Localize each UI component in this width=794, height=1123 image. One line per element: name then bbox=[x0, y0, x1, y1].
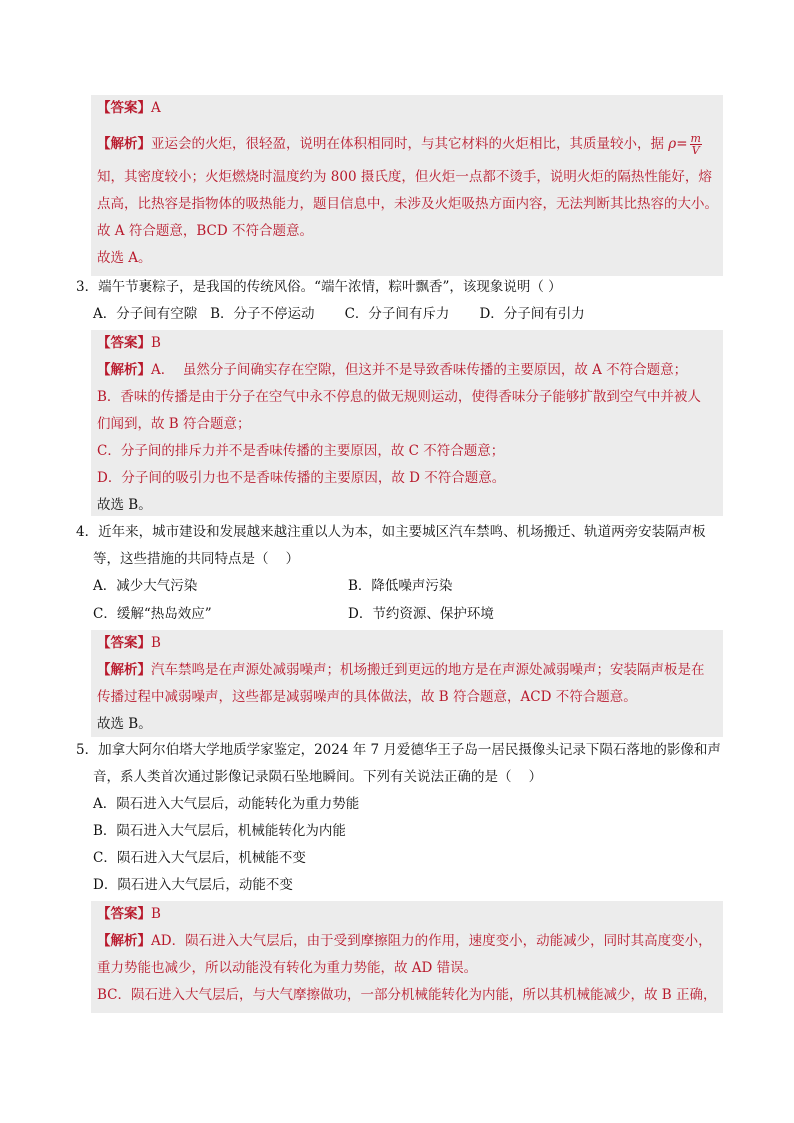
answer-value: B bbox=[151, 635, 161, 651]
analysis-label: 【解析】 bbox=[97, 136, 151, 152]
answer-line bbox=[91, 901, 723, 928]
analysis-text: 亚运会的火炬，很轻盈，说明在体积相同时，与其它材料的火炬相比，其质量较小，据 bbox=[151, 136, 664, 152]
analysis-label: 【解析】 bbox=[97, 362, 151, 378]
analysis-line-2: 知，其密度较小；火炬燃烧时温度约为 800 摄氏度，但火炬一点都不烫手，说明火炬的隔热性能好，熔 bbox=[97, 169, 712, 185]
question-4-option-c: C．缓解“热岛效应” bbox=[93, 606, 212, 622]
analysis-line-5: D．分子间的吸引力也不是香味传播的主要原因，故 D 不符合题意。 bbox=[97, 470, 506, 486]
question-4-option-a: A．减少大气污染 bbox=[93, 578, 198, 594]
analysis-label: 【解析】 bbox=[97, 933, 151, 949]
answer-line bbox=[91, 630, 723, 657]
question-5-option-d: D．陨石进入大气层后，动能不变 bbox=[93, 877, 293, 893]
formula-fraction bbox=[690, 133, 702, 156]
question-4-option-d: D．节约资源、保护环境 bbox=[348, 606, 494, 622]
analysis-line-2: 重力势能也减少，所以动能没有转化为重力势能，故 AD 错误。 bbox=[97, 960, 478, 976]
question-5-option-b: B．陨石进入大气层后，机械能转化为内能 bbox=[93, 823, 346, 839]
analysis-line-4: 故 A 符合题意，BCD 不符合题意。 bbox=[97, 223, 313, 239]
answer-block-q2 bbox=[91, 95, 723, 276]
answer-label: 【答案】 bbox=[97, 335, 151, 351]
question-4-stem-2: 等，这些措施的共同特点是（ ） bbox=[93, 551, 300, 567]
analysis-line-1 bbox=[91, 126, 723, 162]
answer-label: 【答案】 bbox=[97, 100, 151, 116]
answer-value: B bbox=[151, 906, 161, 922]
answer-value: B bbox=[151, 335, 161, 351]
answer-block-q5 bbox=[91, 901, 723, 1013]
analysis-label: 【解析】 bbox=[97, 662, 151, 678]
analysis-line-1 bbox=[91, 928, 723, 955]
question-5-stem-1: 5．加拿大阿尔伯塔大学地质学家鉴定，2024 年 7 月爱德华王子岛一居民摄像头记录下陨石落地的影像和声 bbox=[76, 742, 721, 758]
analysis-line-2: B．香味的传播是由于分子在空气中永不停息的做无规则运动，使得香味分子能够扩散到空气中并被人 bbox=[97, 389, 701, 405]
formula-numerator: m bbox=[690, 132, 701, 145]
answer-block-q3 bbox=[91, 330, 723, 516]
analysis-line-3: 故选 B。 bbox=[97, 716, 152, 732]
analysis-line-4: C．分子间的排斥力并不是香味传播的主要原因，故 C 不符合题意； bbox=[97, 443, 505, 459]
question-5-stem-2: 音，系人类首次通过影像记录陨石坠地瞬间。下列有关说法正确的是（ ） bbox=[93, 769, 543, 785]
analysis-line-5: 故选 A。 bbox=[97, 250, 152, 266]
answer-value: A bbox=[151, 100, 161, 116]
question-5-option-c: C．陨石进入大气层后，机械能不变 bbox=[93, 850, 306, 866]
analysis-line-1 bbox=[91, 657, 723, 684]
analysis-line-3: 们闻到，故 B 符合题意； bbox=[97, 416, 251, 432]
analysis-line-3: BC．陨石进入大气层后，与大气摩擦做功，一部分机械能转化为内能，所以其机械能减少，故 B 正确， bbox=[97, 987, 717, 1003]
question-4-option-b: B．降低噪声污染 bbox=[348, 578, 453, 594]
answer-line bbox=[91, 95, 723, 122]
answer-label: 【答案】 bbox=[97, 906, 151, 922]
analysis-line-2: 传播过程中减弱噪声，这些都是减弱噪声的具体做法，故 B 符合题意，ACD 不符合题意。 bbox=[97, 689, 637, 705]
formula-denominator: V bbox=[691, 144, 700, 157]
answer-label: 【答案】 bbox=[97, 635, 151, 651]
formula-eq: = bbox=[676, 136, 688, 152]
question-4-stem-1: 4．近年来，城市建设和发展越来越注重以人为本，如主要城区汽车禁鸣、机场搬迁、轨道两旁安装隔声板 bbox=[76, 524, 706, 540]
analysis-text: 汽车禁鸣是在声源处减弱噪声；机场搬迁到更远的地方是在声源处减弱噪声；安装隔声板是在 bbox=[151, 662, 705, 678]
question-3-stem: 3．端午节裹粽子，是我国的传统风俗。“端午浓情，粽叶飘香”，该现象说明（ ） bbox=[76, 279, 562, 295]
analysis-line-1 bbox=[91, 357, 723, 384]
analysis-text: AD．陨石进入大气层后，由于受到摩擦阻力的作用，速度变小，动能减少，同时其高度变小， bbox=[151, 933, 712, 949]
analysis-text: A． 虽然分子间确实存在空隙，但这并不是导致香味传播的主要原因，故 A 不符合题意； bbox=[151, 362, 688, 378]
analysis-line-6: 故选 B。 bbox=[97, 497, 152, 513]
answer-line bbox=[91, 330, 723, 357]
answer-block-q4 bbox=[91, 630, 723, 737]
formula-rho: ρ bbox=[668, 136, 677, 152]
question-3-options: A．分子间有空隙 B．分子不停运动 C．分子间有斥力 D．分子间有引力 bbox=[93, 306, 585, 322]
analysis-line-3: 点高，比热容是指物体的吸热能力，题目信息中，未涉及火炬吸热方面内容，无法判断其比热容的大小。 bbox=[97, 196, 718, 212]
question-5-option-a: A．陨石进入大气层后，动能转化为重力势能 bbox=[93, 796, 360, 812]
